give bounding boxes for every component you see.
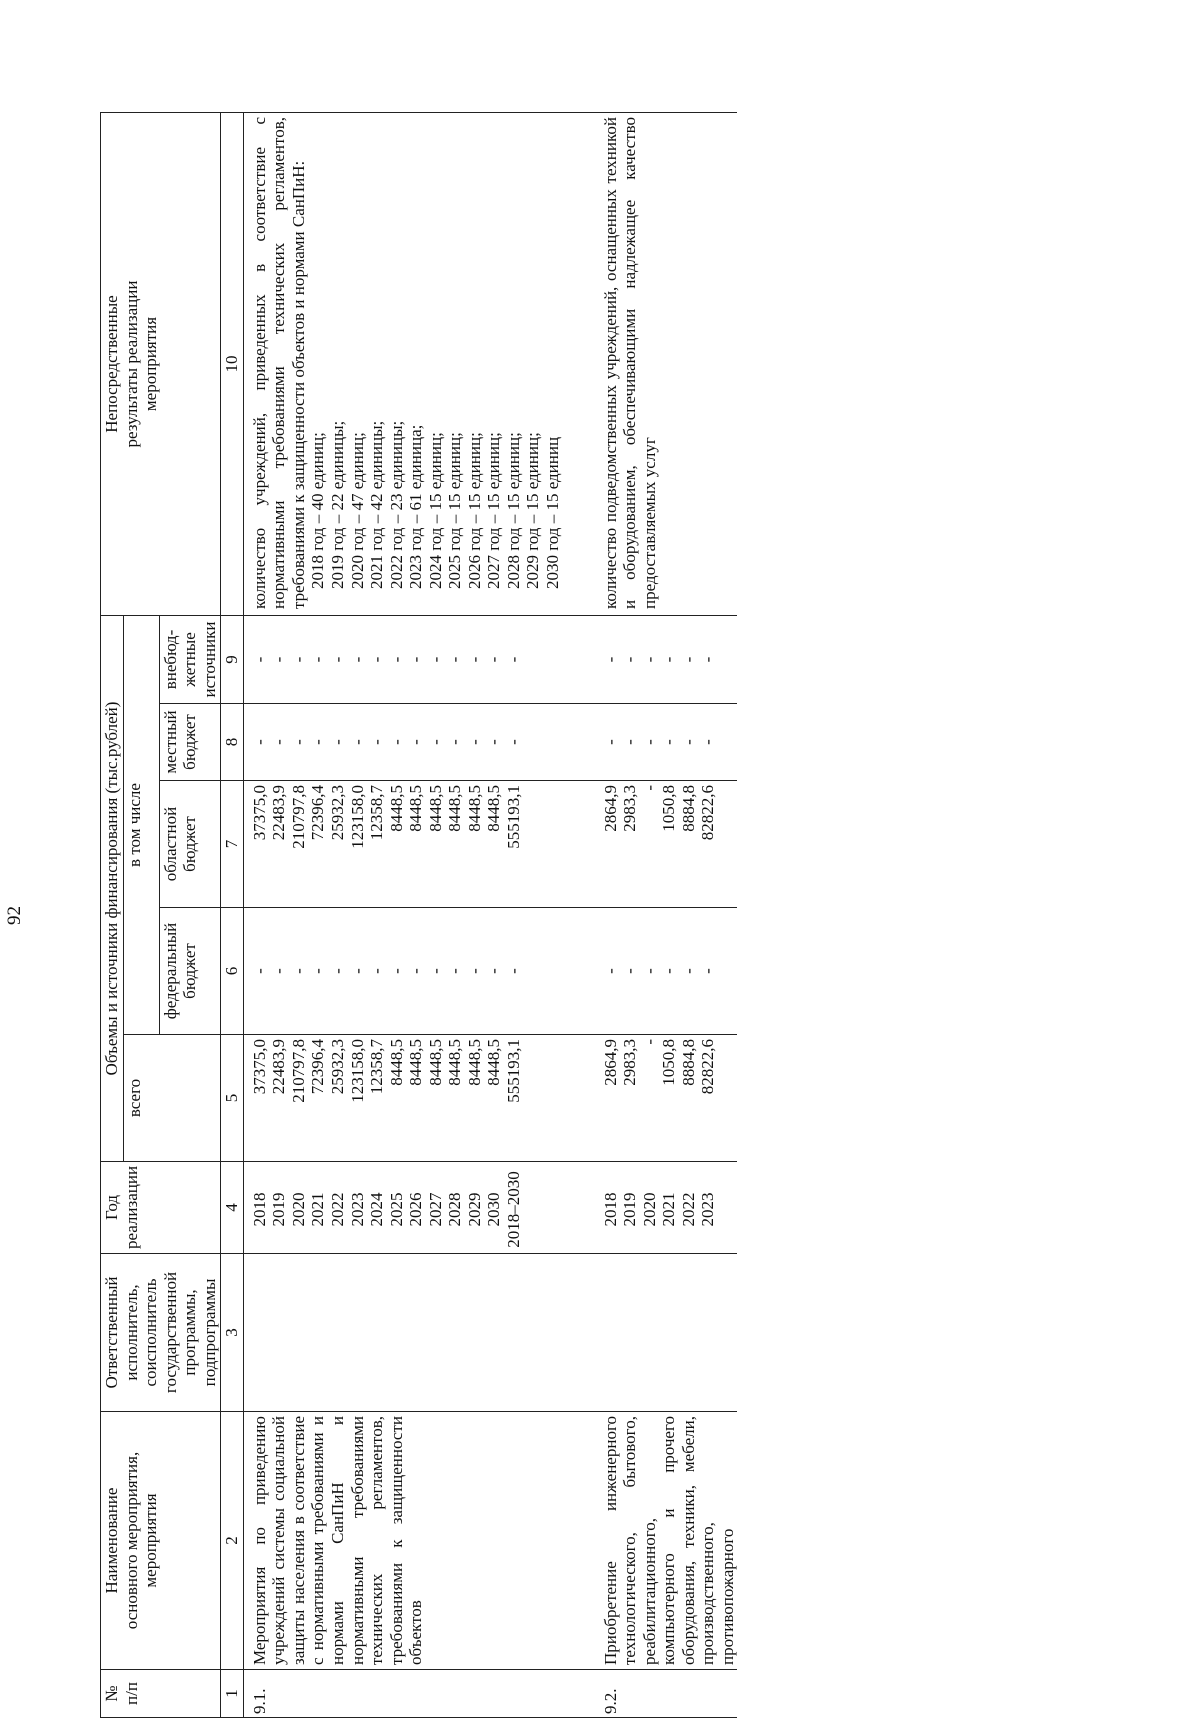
years-cell: 2018 2019 2020 2021 2022 2023 2024 2025 2026 2027 2028 2029 2030 2018–2030 [243,1162,562,1254]
result-item: 2023 год – 61 единица; [406,424,426,589]
col-number: 9 [221,616,244,704]
total-cell: 37375,0 22483,9 210797,8 72396,4 25932,3 123158,0 12358,7 8448,5 8448,5 8448,5 8448,5 8448,5 8448,5 555193,1 [243,1035,562,1162]
table-row [595,113,738,1718]
result-item: 2029 год – 15 единиц; [523,432,543,589]
total-cell: 2864,9 2983,3 - 1050,8 8884,8 82822,6 [595,1035,738,1162]
result-item: 2025 год – 15 единиц; [445,432,465,589]
header-year: Год реализации [101,1162,221,1254]
local-cell: - - - - - - - - - - - - - - [243,704,562,781]
activity-name: Мероприятия по приведению учреждений системы социальной защиты населения в соответствие с нормативными требованиями и нормами СанПиН и нормативными требованиями технических регламентов, требованиями к защищенности объектов [243,1412,562,1670]
extrabudget-cell: - - - - - - [595,616,738,704]
header-including: в том числе [123,616,159,1035]
header-no: № п/п [101,1670,221,1718]
federal-cell: - - - - - - [595,908,738,1035]
row-number: 9.1. [243,1670,562,1718]
row-spacer [563,113,595,1718]
activity-name: Приобретение инженерного технологического, бытового, реабилитационного, компьютерного и прочего оборудования, техники, мебели, производственного, противопожарного [595,1412,738,1670]
extrabudget-cell: - - - - - - - - - - - - - - [243,616,562,704]
result-item: 2030 год – 15 единиц [543,436,563,589]
result-item: 2020 год – 47 единиц; [347,432,367,589]
col-number: 6 [221,908,244,1035]
table-header [101,113,244,1718]
federal-cell: - - - - - - - - - - - - - - [243,908,562,1035]
col-number: 7 [221,781,244,908]
col-number: 5 [221,1035,244,1162]
results-cell [243,113,562,616]
local-cell: - - - - - - [595,704,738,781]
regional-cell: 37375,0 22483,9 210797,8 72396,4 25932,3 123158,0 12358,7 8448,5 8448,5 8448,5 8448,5 8448,5 8448,5 555193,1 [243,781,562,908]
result-item: 2027 год – 15 единиц; [484,432,504,589]
row-number: 9.2. [595,1670,738,1718]
result-item: 2024 год – 15 единиц; [425,432,445,589]
col-number: 2 [221,1412,244,1670]
col-number: 3 [221,1254,244,1412]
header-extrabudget: внебюд- жетные источники [159,616,221,704]
header-name: Наименование основного мероприятия, мероприятия [101,1412,221,1670]
regional-cell: 2864,9 2983,3 - 1050,8 8884,8 82822,6 [595,781,738,908]
result-item: 2028 год – 15 единиц; [503,432,523,589]
header-regional: областной бюджет [159,781,221,908]
header-results: Непосредственные результаты реализации мероприятия [101,113,221,616]
result-item: 2018 год – 40 единиц; [308,432,328,589]
table-row [243,113,562,1718]
result-item: 2021 год – 42 единицы; [367,420,387,589]
result-text: количество учреждений, приведенных в соответствие с нормативными требованиями технических регламентов, требованиями к защищенности объектов и нормами СанПиН: [249,117,308,609]
result-item: 2026 год – 15 единиц; [464,432,484,589]
result-text: количество подведомственных учреждений, оснащенных техникой и оборудованием, обеспечивающими надлежащее качество предоставляемых услуг [600,117,659,609]
col-number: 4 [221,1162,244,1254]
header-funding: Объемы и источники финансирования (тыс.рублей) [101,616,124,1162]
results-cell [595,113,738,616]
header-local: местный бюджет [159,704,221,781]
header-responsible: Ответственный исполнитель, соисполнитель государственной программы, подпрограммы [101,1254,221,1412]
header-total: всего [123,1035,221,1162]
col-number: 8 [221,704,244,781]
column-number-row [221,113,244,1718]
rotated-sheet [4,113,1060,1718]
page-number: 92 [4,906,25,925]
col-number: 1 [221,1670,244,1718]
program-table [100,112,737,1718]
result-item: 2019 год – 22 единицы; [328,420,348,589]
responsible-cell [243,1254,562,1412]
header-federal: федеральный бюджет [159,908,221,1035]
result-item: 2022 год – 23 единицы; [386,420,406,589]
col-number: 10 [221,113,244,616]
years-cell: 2018 2019 2020 2021 2022 2023 [595,1162,738,1254]
responsible-cell [595,1254,738,1412]
